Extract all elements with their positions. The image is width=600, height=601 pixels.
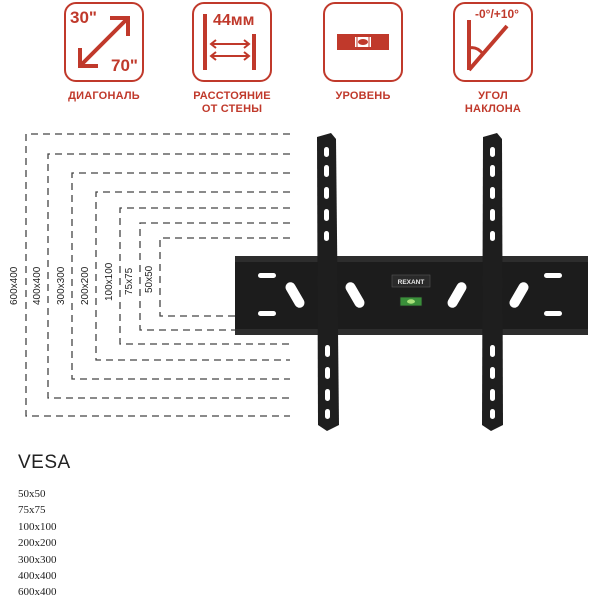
level-caption-line-1: УРОВЕНЬ xyxy=(335,90,391,102)
wall-distance-caption-line-2: ОТ СТЕНЫ xyxy=(201,103,263,115)
vesa-size-item: 600x400 xyxy=(18,586,57,599)
vesa-diagram xyxy=(0,125,600,445)
diagram-label-600x400: 600x400 xyxy=(9,266,20,305)
tilt-caption-line-1: УГОЛ xyxy=(478,90,508,102)
diagram-label-400x400: 400x400 xyxy=(32,266,43,305)
diagram-label-300x300: 300x300 xyxy=(56,266,67,305)
tilt-badge xyxy=(453,2,533,82)
vesa-size-item: 400x400 xyxy=(18,569,57,582)
vesa-size-item: 100x100 xyxy=(18,520,57,533)
vesa-size-item: 300x300 xyxy=(18,553,57,566)
vesa-size-list xyxy=(18,486,57,601)
diagram-label-50x50: 50x50 xyxy=(144,265,155,293)
diagram-label-75x75: 75x75 xyxy=(124,267,135,295)
feature-diagonal xyxy=(44,2,164,103)
vesa-size-item: 75x75 xyxy=(18,504,46,517)
bracket-left-arm xyxy=(317,133,339,431)
level-caption xyxy=(303,90,423,103)
level-icon xyxy=(325,4,401,80)
level-badge xyxy=(323,2,403,82)
wall-distance-caption-line-1: РАССТОЯНИЕ xyxy=(193,90,271,102)
diagram-label-100x100: 100x100 xyxy=(104,262,115,301)
wall-bracket xyxy=(235,133,588,431)
tilt-caption xyxy=(433,90,553,116)
tilt-caption-line-2: НАКЛОНА xyxy=(464,103,522,115)
tilt-value: -0°/+10° xyxy=(475,7,519,21)
feature-level xyxy=(303,2,423,103)
vesa-size-item: 200x200 xyxy=(18,537,57,550)
vesa-title: VESA xyxy=(18,452,71,473)
bracket-right-arm xyxy=(482,133,503,431)
wall-distance-badge xyxy=(192,2,272,82)
diagonal-caption-line-1: ДИАГОНАЛЬ xyxy=(68,90,140,102)
vesa-size-item: 50x50 xyxy=(18,488,46,500)
bracket-plate xyxy=(235,256,588,335)
diagonal-max-value: 70" xyxy=(111,56,138,75)
diagonal-badge xyxy=(64,2,144,82)
wall-distance-caption xyxy=(172,90,292,116)
diagonal-caption xyxy=(44,90,164,103)
feature-wall-distance xyxy=(172,2,292,116)
bracket-brand: REXANT xyxy=(397,279,425,286)
diagram-label-200x200: 200x200 xyxy=(80,266,91,305)
diagonal-min-value: 30" xyxy=(70,8,97,27)
feature-tilt xyxy=(433,2,553,116)
wall-distance-value: 44мм xyxy=(213,12,255,29)
